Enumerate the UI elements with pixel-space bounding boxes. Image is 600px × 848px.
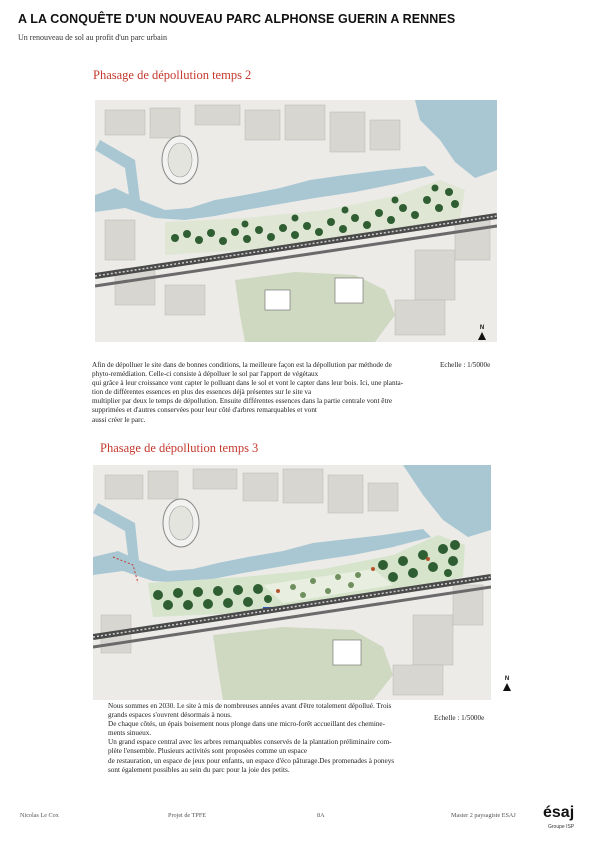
- phase2-line: phyto-remédiation. Celle-ci consiste à dépolluer le sol par l'apport de végétaux: [92, 370, 319, 379]
- phase3-line: plète l'ensemble. Plusieurs activités sont proposées comme un espace: [108, 747, 308, 756]
- phase2-map-graphic: [95, 100, 497, 342]
- phase2-description: [92, 361, 432, 425]
- north-indicator-phase3: [503, 676, 511, 691]
- north-arrow-icon: [478, 332, 486, 340]
- phase3-line: Un grand espace central avec les arbres remarquables conservés de la plantation préliminaire com-: [108, 738, 392, 747]
- phase2-line: supprimées et d'autres conservées pour leur côté d'arbres remarquables et vont: [92, 406, 317, 415]
- phase3-line: Nous sommes en 2030. Le site à mis de nombreuses années avant d'être totalement dépollué. Trois: [108, 702, 392, 710]
- logo-subtext: Groupe ISP: [548, 824, 575, 830]
- footer-page-number: 8A: [317, 812, 325, 819]
- phase2-line: qui grâce à leur croissance vont capter le polluant dans le sol et vont le capter dans leur bois. Ici, une planta-: [92, 379, 404, 388]
- north-indicator-phase2: [478, 325, 486, 340]
- north-label: N: [479, 325, 485, 331]
- phase3-map-graphic: [93, 465, 491, 700]
- phase2-line: multiplier par deux le temps de dépollution. Ensuite différentes essences dans la partie centrale vont être: [92, 397, 393, 406]
- phase3-map: [93, 465, 491, 700]
- north-arrow-icon: [503, 683, 511, 691]
- phase3-line: ments sinueux.: [108, 729, 152, 738]
- logo-text: ésaj: [543, 804, 575, 821]
- phase3-line: grands espaces s'ouvrent désormais à nous.: [108, 711, 232, 720]
- footer-author: Nicolas Le Cox: [20, 812, 59, 819]
- phase2-line: tion de différentes essences en plus des essences déjà présentes sur le site va: [92, 388, 312, 397]
- phase3-line: de restauration, un espace de jeux pour enfants, un espace d'éco pâturage.Des promenades à poneys: [108, 756, 395, 765]
- esaj-logo: [543, 806, 574, 834]
- phase2-scale: Echelle : 1/5000e: [440, 361, 491, 369]
- footer-program: Master 2 paysagiste ESAJ: [451, 812, 516, 819]
- footer-project: Projet de TPFE: [168, 812, 207, 819]
- phase2-line: aussi créer le parc.: [92, 415, 146, 424]
- phase3-scale: Echelle : 1/5000e: [434, 714, 485, 722]
- page-title: A LA CONQUÊTE D'UN NOUVEAU PARC ALPHONSE GUERIN A RENNES: [18, 12, 456, 26]
- north-label: N: [504, 676, 510, 682]
- phase2-title: Phasage de dépollution temps 2: [93, 68, 252, 82]
- phase2-line: Afin de dépolluer le site dans de bonnes conditions, la meilleure façon est la dépollution par méthode de: [92, 361, 392, 369]
- phase3-line: De chaque côtés, un épais boisement nous plonge dans une micro-forêt accueillant des chemine-: [108, 720, 386, 729]
- page-subtitle: Un renouveau de sol au profit d'un parc urbain: [18, 33, 167, 42]
- phase3-line: sont également possibles au sein du parc pour la joie des petits.: [108, 765, 290, 774]
- phase2-map: [95, 100, 497, 342]
- phase3-description: [108, 702, 428, 775]
- phase3-title: Phasage de dépollution temps 3: [100, 441, 259, 455]
